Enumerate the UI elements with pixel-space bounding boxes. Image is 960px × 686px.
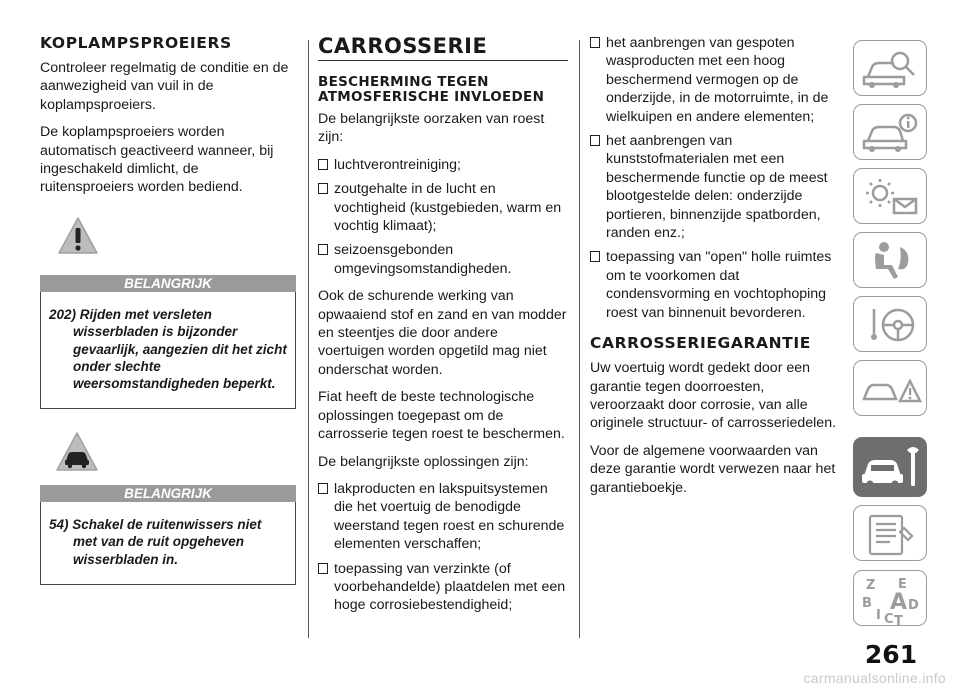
checkbox-bullet-icon xyxy=(318,183,328,194)
car-breakdown-icon xyxy=(854,361,928,417)
checkbox-bullet-icon xyxy=(318,159,328,170)
tab-technical-data[interactable] xyxy=(853,505,927,561)
car-info-icon xyxy=(854,105,928,161)
tab-alphabetical-index[interactable] xyxy=(853,570,927,626)
checkbox-bullet-icon xyxy=(318,563,328,574)
tab-steering-wheel[interactable] xyxy=(853,296,927,352)
technical-data-icon xyxy=(854,506,928,562)
list-item xyxy=(318,156,568,174)
warning-note-text: 202) Rijden met versleten wisserbladen is bijzonder gevaarlijk, aangezien dit het zicht onder slechte weersomstandigheden beperkt. xyxy=(49,307,287,392)
car-skid-warning-icon xyxy=(54,430,100,474)
list-item-text: het aanbrengen van gespoten wasproducten met een hoog beschermend vermogen op de onderzijde, in de motorruimte, in de wielkuipen en andere elementen; xyxy=(606,35,829,125)
car-wrench-icon xyxy=(854,438,928,498)
list-item xyxy=(318,560,568,615)
watermark: carmanualsonline.info xyxy=(803,670,946,686)
tab-warning-lights[interactable] xyxy=(853,168,927,224)
section-title-carrosserie: CARROSSERIE xyxy=(318,34,568,61)
causes-list xyxy=(318,156,568,278)
column-middle xyxy=(318,34,568,624)
column-right xyxy=(590,34,838,506)
paragraph: Voor de algemene voorwaarden van deze garantie wordt verwezen naar het garantieboekje. xyxy=(590,442,836,496)
checkbox-bullet-icon xyxy=(318,244,328,255)
column-divider-right xyxy=(579,40,580,638)
svg-text:I: I xyxy=(876,608,881,623)
list-item xyxy=(318,241,568,278)
paragraph: Uw voertuig wordt gedekt door een garantie tegen doorroesten, veroorzaakt door corrosie, van alle originele structuur- of carrosseriedelen. xyxy=(590,360,837,432)
tab-car-breakdown[interactable] xyxy=(853,360,927,416)
svg-text:B: B xyxy=(862,596,872,611)
svg-text:C: C xyxy=(884,612,894,627)
svg-text:Z: Z xyxy=(866,578,876,593)
list-item xyxy=(318,180,568,235)
checkbox-bullet-icon xyxy=(590,251,600,262)
list-item-text: zoutgehalte in de lucht en vochtigheid (kustgebieden, warm en vochtig klimaat); xyxy=(334,181,562,235)
paragraph: Ook de schurende werking van opwaaiend stof en zand en van modder en steentjes die door andere voertuigen worden opgetild mag niet onderschat worden. xyxy=(318,288,567,378)
warning-note-box xyxy=(40,502,296,585)
list-item-text: het aanbrengen van kunststofmaterialen met een beschermende functie op de meest blootgestelde delen: onderzijde portieren, binnenzijde spatborden, randen enz.; xyxy=(606,133,828,242)
list-item xyxy=(590,34,838,126)
checkbox-bullet-icon xyxy=(590,37,600,48)
tab-seat-airbag[interactable] xyxy=(853,232,927,288)
list-item-text: luchtverontreiniging; xyxy=(334,156,461,173)
warning-lights-icon xyxy=(854,169,928,225)
steering-wheel-icon xyxy=(854,297,928,353)
solutions-list xyxy=(318,480,568,615)
list-item-text: toepassing van "open" holle ruimtes om te voorkomen dat condensvorming en vochtophoping roest van binnenuit bevorderen. xyxy=(606,249,832,321)
section-title-carrosseriegarantie: CARROSSERIEGARANTIE xyxy=(590,334,811,353)
column-left xyxy=(40,34,296,206)
paragraph: Controleer regelmatig de conditie en de aanwezigheid van vuil in de koplampsproeiers. xyxy=(40,60,289,113)
list-item-text: toepassing van verzinkte (of voorbehandelde) plaatdelen met een hoge corrosiebestendigheid; xyxy=(334,560,566,614)
list-item-text: lakproducten en lakspuitsystemen die het voertuig de benodigde weerstand tegen roest en schurende elementen verschaffen; xyxy=(334,480,565,553)
tab-car-maintenance[interactable] xyxy=(853,437,927,497)
paragraph: De koplampsproeiers worden automatisch geactiveerd wanneer, bij ingeschakeld dimlicht, de ruitensproeiers worden bediend. xyxy=(40,124,274,196)
column-divider-left xyxy=(308,40,309,638)
car-magnifier-icon xyxy=(854,41,928,97)
checkbox-bullet-icon xyxy=(318,483,328,494)
seat-airbag-icon xyxy=(854,233,928,289)
list-item xyxy=(318,480,568,554)
paragraph: De belangrijkste oorzaken van roest zijn: xyxy=(318,111,545,146)
section-title-koplampsproeiers: KOPLAMPSPROEIERS xyxy=(40,34,232,52)
list-item xyxy=(590,132,838,242)
list-item xyxy=(590,248,838,322)
svg-text:D: D xyxy=(908,598,919,613)
warning-triangle-icon xyxy=(56,215,100,257)
paragraph: De belangrijkste oplossingen zijn: xyxy=(318,453,529,470)
important-banner: BELANGRIJK xyxy=(40,275,296,292)
page-number: 261 xyxy=(864,640,918,669)
subsection-title: BESCHERMING TEGEN ATMOSFERISCHE INVLOEDEN xyxy=(318,74,545,105)
checkbox-bullet-icon xyxy=(590,135,600,146)
list-item-text: seizoensgebonden omgevingsomstandigheden. xyxy=(334,242,512,277)
warning-note-text: 54) Schakel de ruitenwissers niet met van de ruit opgeheven wisserbladen in. xyxy=(49,517,262,567)
important-banner: BELANGRIJK xyxy=(40,485,296,502)
svg-text:E: E xyxy=(898,577,907,592)
solutions-list-continued xyxy=(590,34,838,322)
svg-text:A: A xyxy=(890,590,908,615)
tab-car-info[interactable] xyxy=(853,104,927,160)
tab-car-magnifier[interactable] xyxy=(853,40,927,96)
warning-note-box xyxy=(40,292,296,409)
svg-text:T: T xyxy=(894,614,903,627)
paragraph: Fiat heeft de beste technologische oplossingen toegepast om de carrosserie tegen roest te beschermen. xyxy=(318,389,565,443)
alphabetical-index-icon xyxy=(854,571,928,627)
